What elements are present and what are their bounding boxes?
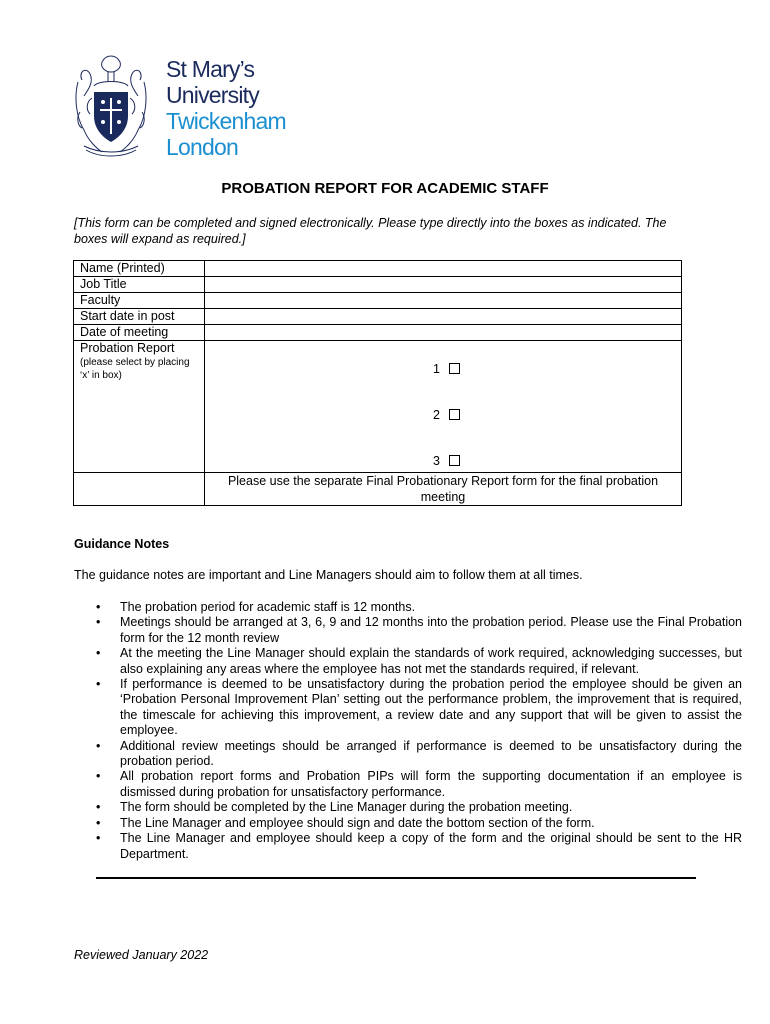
probation-report-label-cell: [74, 341, 205, 473]
bullet-icon: •: [96, 815, 101, 830]
list-item: [96, 800, 742, 815]
form-instructions: [This form can be completed and signed electronically. Please type directly into the boxes as indicated. The boxes will expand as required.]: [74, 216, 667, 246]
final-report-note: Please use the separate Final Probationary Report form for the final probation meeting: [205, 473, 682, 506]
list-item: [96, 646, 742, 677]
bullet-icon: •: [96, 831, 101, 846]
bullet-icon: •: [96, 600, 101, 614]
option-2-checkbox[interactable]: [449, 409, 460, 420]
option-1-label: 1: [433, 362, 440, 376]
table-row: [74, 341, 682, 473]
option-1: [433, 362, 460, 377]
bullet-icon: •: [96, 769, 101, 784]
list-item: [96, 600, 742, 615]
meeting-date-input[interactable]: [205, 325, 682, 341]
field-label-job-title: Job Title: [74, 277, 205, 293]
table-row: [74, 473, 682, 506]
field-label-meeting-date: Date of meeting: [74, 325, 205, 341]
staff-details-table: [73, 260, 682, 506]
empty-cell: [74, 473, 205, 506]
section-divider: [96, 877, 696, 879]
list-item: [96, 815, 742, 831]
option-3-checkbox[interactable]: [449, 455, 460, 466]
table-row: [74, 325, 682, 341]
bullet-icon: •: [96, 677, 101, 692]
option-2-label: 2: [433, 408, 440, 422]
guidance-title: Guidance Notes: [74, 537, 170, 551]
table-row: [74, 309, 682, 325]
list-item: [96, 615, 742, 646]
logo-line-2: University: [166, 82, 259, 108]
bullet-icon: •: [96, 800, 101, 815]
faculty-input[interactable]: [205, 293, 682, 309]
bullet-text: Additional review meetings should be arranged if performance is deemed to be unsatisfactory during the probation period.: [120, 738, 742, 769]
bullet-icon: •: [96, 646, 101, 661]
table-row: [74, 277, 682, 293]
list-item: [96, 769, 742, 800]
table-row: [74, 261, 682, 277]
field-label-name: Name (Printed): [74, 261, 205, 277]
name-input[interactable]: [205, 261, 682, 277]
coat-of-arms-icon: [72, 52, 150, 162]
probation-options-cell: [205, 341, 682, 473]
option-1-checkbox[interactable]: [449, 363, 460, 374]
bullet-text: Meetings should be arranged at 3, 6, 9 and 12 months into the probation period. Please use the Final Probation form for the 12 month review: [120, 615, 742, 645]
logo-wordmark: [166, 56, 286, 160]
logo-line-3: Twickenham: [166, 108, 286, 134]
logo-line-1: St Mary’s: [166, 56, 255, 82]
logo-line-4: London: [166, 134, 238, 160]
option-3-label: 3: [433, 454, 440, 468]
table-row: [74, 293, 682, 309]
list-item: [96, 831, 742, 862]
probation-report-label: Probation Report: [80, 341, 175, 355]
bullet-text: The probation period for academic staff is 12 months.: [120, 600, 416, 614]
option-3: [433, 454, 460, 469]
bullet-text: All probation report forms and Probation PIPs will form the supporting documentation if an employee is dismissed during probation for unsatisfactory performance.: [120, 769, 742, 799]
review-date: Reviewed January 2022: [74, 948, 209, 962]
guidance-intro: The guidance notes are important and Line Managers should aim to follow them at all times.: [74, 568, 583, 582]
list-item: [96, 738, 742, 770]
bullet-text: The Line Manager and employee should keep a copy of the form and the original should be sent to the HR Department.: [120, 831, 742, 861]
page-title: PROBATION REPORT FOR ACADEMIC STAFF: [221, 180, 549, 197]
start-date-input[interactable]: [205, 309, 682, 325]
bullet-icon: •: [96, 615, 101, 630]
bullet-text: If performance is deemed to be unsatisfactory during the probation period the employee should be given an ‘Probation Personal Improvement Plan’ setting out the performance problem, the improvement that is required, the timescale for achieving this improvement, a review date and any support that will be given to assist the employee.: [120, 677, 742, 738]
university-logo: [72, 52, 372, 167]
bullet-text: At the meeting the Line Manager should explain the standards of work required, acknowledging successes, but also explaining any areas where the employee has not met the standards required, if relevant.: [120, 646, 742, 676]
list-item: [96, 677, 742, 739]
field-label-faculty: Faculty: [74, 293, 205, 309]
bullet-text: The form should be completed by the Line Manager during the probation meeting.: [120, 800, 573, 815]
guidance-list: [74, 600, 742, 862]
field-label-start-date: Start date in post: [74, 309, 205, 325]
job-title-input[interactable]: [205, 277, 682, 293]
option-2: [433, 408, 460, 423]
bullet-text: The Line Manager and employee should sign and date the bottom section of the form.: [120, 815, 595, 830]
probation-report-hint: (please select by placing ‘x’ in box): [80, 357, 190, 381]
bullet-icon: •: [96, 738, 101, 753]
